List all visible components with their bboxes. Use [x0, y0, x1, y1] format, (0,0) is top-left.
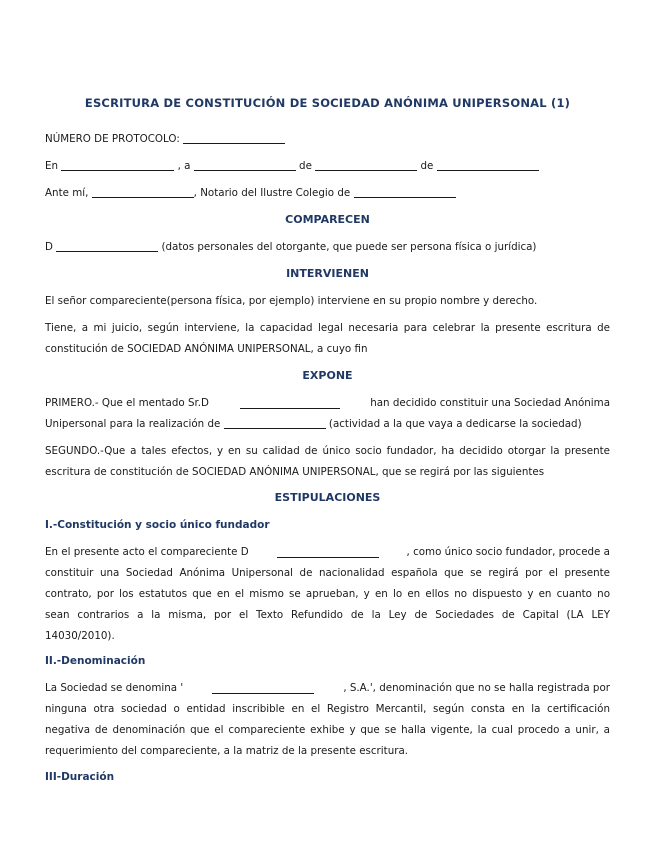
sec1-l3: contrato, por los estatutos que en el mismo se aprueban, y en lo en ellos no dispuesto y en cuanto no [45, 588, 610, 600]
comparecen-d: D [45, 241, 53, 253]
denominacion-blank[interactable] [212, 681, 314, 694]
sec2-a1: La Sociedad se denomina ' [45, 682, 184, 694]
fecha-a: , a [177, 160, 191, 172]
intervienen-heading: INTERVIENEN [286, 267, 369, 280]
segundo-a: SEGUNDO.-Que a tales efectos, y en su calidad de único socio fundador, ha decidido otorgar la presente [45, 445, 610, 457]
sec2-l2: ninguna otra sociedad o entidad inscribible en el Registro Mercantil, según consta en la certificación [45, 703, 610, 715]
protocolo-line [45, 129, 610, 150]
sec2-a2: , S.A.', denominación que no se halla registrada por [343, 682, 610, 694]
sec2-paragraph [45, 678, 610, 762]
compareciente-blank[interactable] [277, 545, 379, 558]
lugar-blank[interactable] [61, 158, 174, 171]
sec2-l4: requerimiento del compareciente, a la matriz de la presente escritura. [45, 745, 409, 757]
colegio-blank[interactable] [354, 185, 456, 198]
sec1-a1: En el presente acto el compareciente D [45, 546, 249, 558]
intervienen-2 [45, 318, 610, 360]
sec2-line-1 [45, 678, 610, 699]
comparecen-rest: (datos personales del otorgante, que puede ser persona física o jurídica) [161, 241, 537, 253]
fecha-line [45, 156, 610, 177]
sec2-l3: negativa de denominación que el compareciente exhibe y que se halla vigente, la cual procedo a unir, a [45, 724, 610, 736]
primero-line-1 [45, 393, 610, 414]
segundo-b: escritura de constitución de SOCIEDAD ANÓNIMA UNIPERSONAL, que se regirá por las siguientes [45, 466, 545, 478]
sec1-a2: , como único socio fundador, procede a [406, 546, 610, 558]
notario-blank[interactable] [92, 185, 194, 198]
intervienen-2a: Tiene, a mi juicio, según interviene, la capacidad legal necesaria para celebrar la presente escritura de [45, 322, 610, 334]
otorgante-blank[interactable] [56, 239, 158, 252]
document-title: ESCRITURA DE CONSTITUCIÓN DE SOCIEDAD ANÓNIMA UNIPERSONAL (1) [84, 96, 571, 110]
sec3-heading: III-Duración [45, 771, 115, 783]
protocolo-label: NÚMERO DE PROTOCOLO: [45, 133, 180, 145]
expone-heading: EXPONE [302, 369, 353, 382]
primero-d: (actividad a la que vaya a dedicarse la sociedad) [328, 418, 582, 430]
notario-ante: Ante mí, [45, 187, 89, 199]
sec1-heading: I.-Constitución y socio único fundador [45, 519, 270, 531]
sec1-line-1 [45, 542, 610, 563]
estipulaciones-heading: ESTIPULACIONES [274, 491, 381, 504]
actividad-blank[interactable] [224, 416, 326, 429]
intervienen-2b: constitución de SOCIEDAD ANÓNIMA UNIPERSONAL, a cuyo fin [45, 343, 368, 355]
notario-rest: , Notario del Ilustre Colegio de [193, 187, 351, 199]
sec1-l5: 14030/2010). [45, 630, 115, 642]
comparecen-heading: COMPARECEN [285, 213, 370, 226]
dia-blank[interactable] [194, 158, 296, 171]
notario-line [45, 183, 610, 204]
primero-a: PRIMERO.- Que el mentado Sr.D [45, 397, 209, 409]
fecha-de2: de [420, 160, 434, 172]
primero-paragraph [45, 393, 610, 435]
mes-blank[interactable] [315, 158, 417, 171]
primero-c: Unipersonal para la realización de [45, 418, 221, 430]
senor-blank[interactable] [240, 396, 340, 409]
sec1-l4: sean contrarios a la misma, por el Texto Refundido de la Ley de Sociedades de Capital (LA LEY [45, 609, 610, 621]
comparecen-line [45, 237, 610, 258]
fecha-de1: de [299, 160, 312, 172]
protocolo-blank[interactable] [183, 131, 285, 144]
fecha-en: En [45, 160, 59, 172]
segundo-paragraph [45, 441, 610, 483]
intervienen-1: El señor compareciente(persona física, por ejemplo) interviene en su propio nombre y derecho. [45, 295, 538, 307]
sec2-heading: II.-Denominación [45, 655, 146, 667]
anio-blank[interactable] [437, 158, 539, 171]
primero-line-2 [45, 414, 610, 435]
sec1-paragraph [45, 542, 610, 647]
sec1-l2: constituir una Sociedad Anónima Unipersonal de nacionalidad española que se regirá por el presente [45, 567, 610, 579]
primero-b: han decidido constituir una Sociedad Anónima [370, 397, 610, 409]
